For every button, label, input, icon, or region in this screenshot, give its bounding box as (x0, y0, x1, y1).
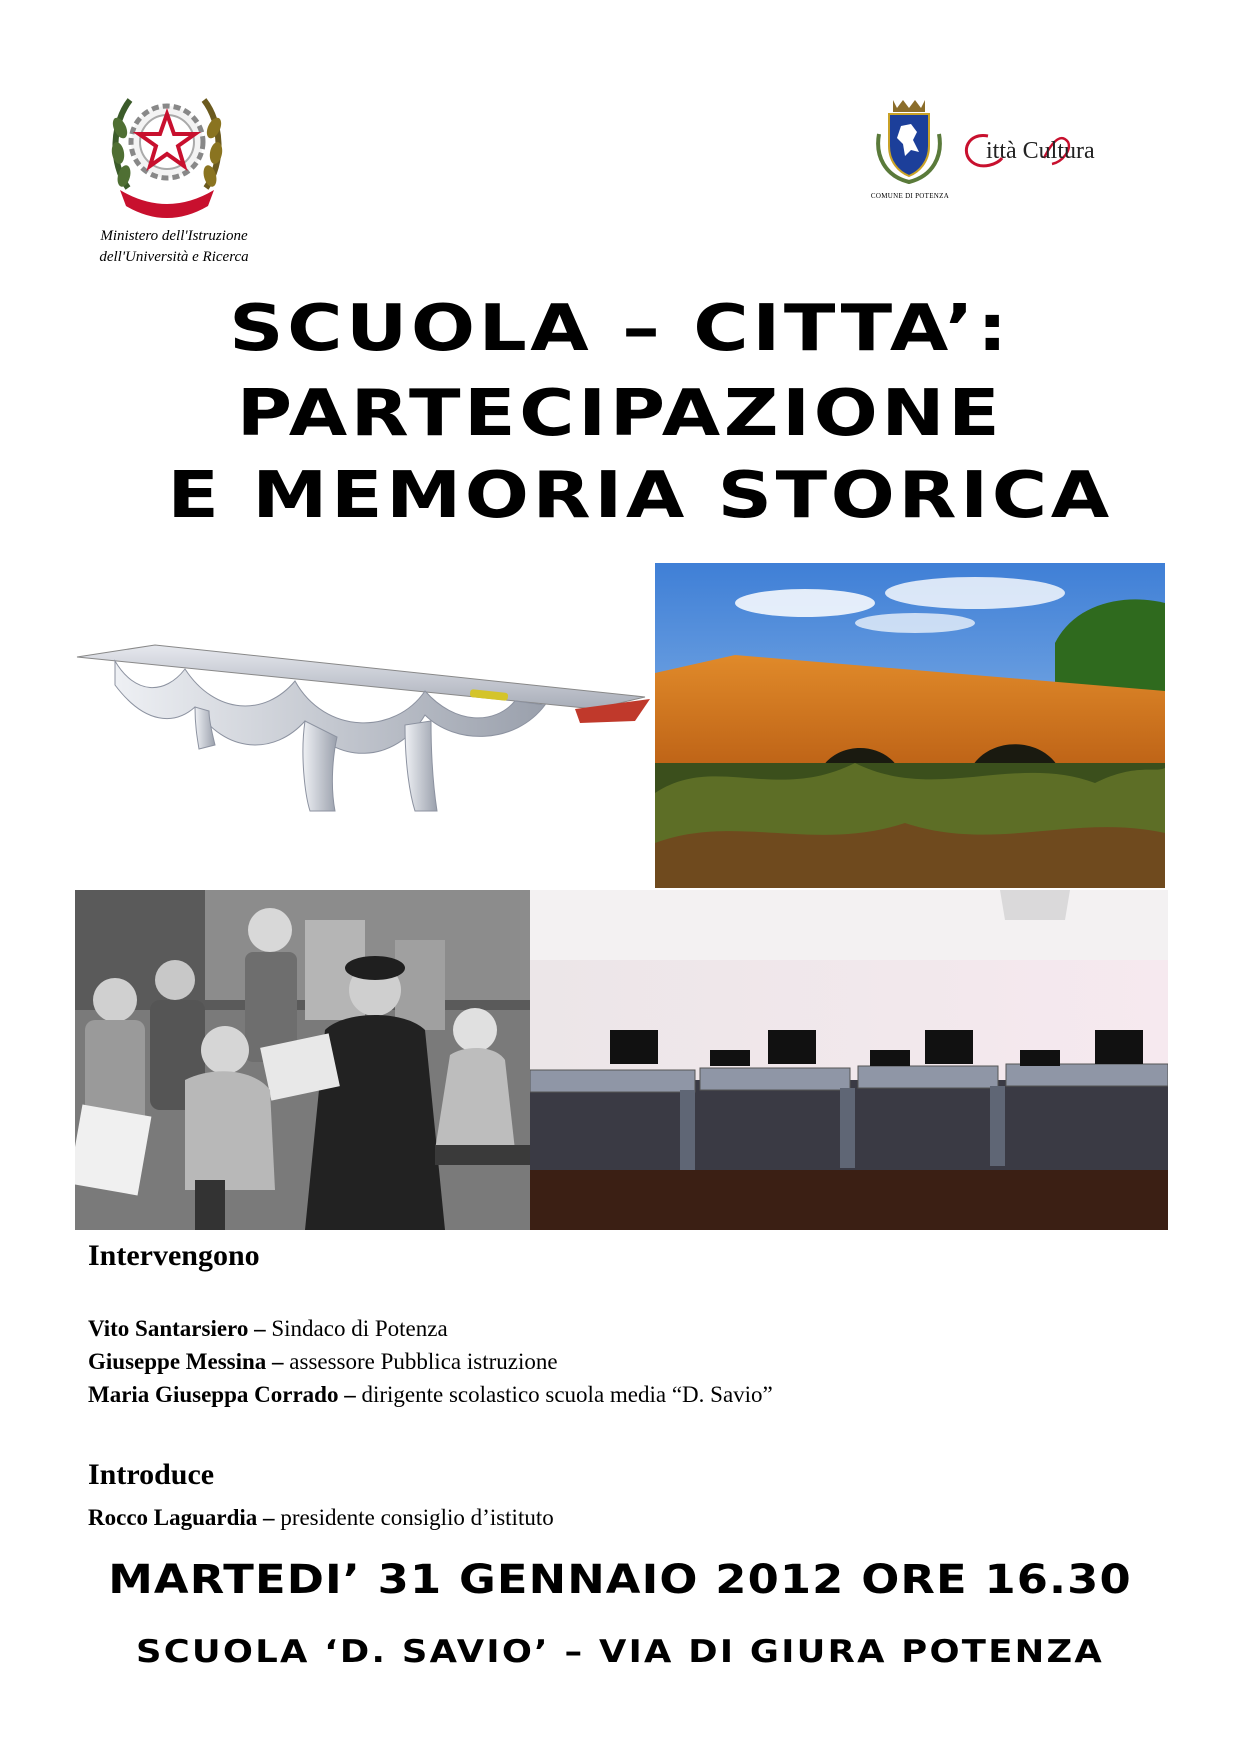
speaker-row (88, 1349, 558, 1375)
event-date: MARTEDI’ 31 GENNAIO 2012 ORE 16.30 (108, 1557, 1132, 1603)
speaker-role: assessore Pubblica istruzione (283, 1349, 558, 1374)
speaker-row (88, 1316, 448, 1342)
bridge-model-image (75, 625, 655, 815)
svg-text:ittà Cultura: ittà Cultura (986, 138, 1095, 164)
italian-republic-emblem (108, 78, 226, 220)
computer-room-image (530, 890, 1168, 1230)
title-line-2: PARTECIPAZIONE (236, 377, 1004, 451)
speaker-row (88, 1382, 773, 1408)
speaker-row (88, 1505, 554, 1531)
citta-cultura-logo (958, 128, 1128, 172)
event-venue: SCUOLA ‘D. SAVIO’ – VIA DI GIURA POTENZA (135, 1634, 1105, 1670)
speaker-name: Vito Santarsiero – (88, 1316, 266, 1341)
comune-crest-icon (875, 96, 943, 184)
intervengono-heading: Intervengono (88, 1239, 260, 1272)
speaker-name: Maria Giuseppa Corrado – (88, 1382, 356, 1407)
speaker-role: presidente consiglio d’istituto (274, 1505, 554, 1530)
speaker-role: dirigente scolastico scuola media “D. Savio” (355, 1382, 773, 1407)
comune-caption: COMUNE DI POTENZA (870, 192, 950, 200)
title-line-3: E MEMORIA STORICA (167, 459, 1113, 533)
old-stone-bridge-image (655, 563, 1165, 888)
title-line-1: SCUOLA – CITTA’: (229, 292, 1011, 366)
ministry-line-2: dell'Università e Ricerca (99, 249, 249, 265)
introduce-heading: Introduce (88, 1458, 215, 1491)
ministry-line-1: Ministero dell'Istruzione (100, 228, 248, 244)
speaker-name: Giuseppe Messina – (88, 1349, 284, 1374)
children-with-teacher-image (75, 890, 530, 1230)
speaker-name: Rocco Laguardia – (88, 1505, 275, 1530)
speaker-role: Sindaco di Potenza (265, 1316, 448, 1341)
ministry-caption (74, 226, 274, 268)
